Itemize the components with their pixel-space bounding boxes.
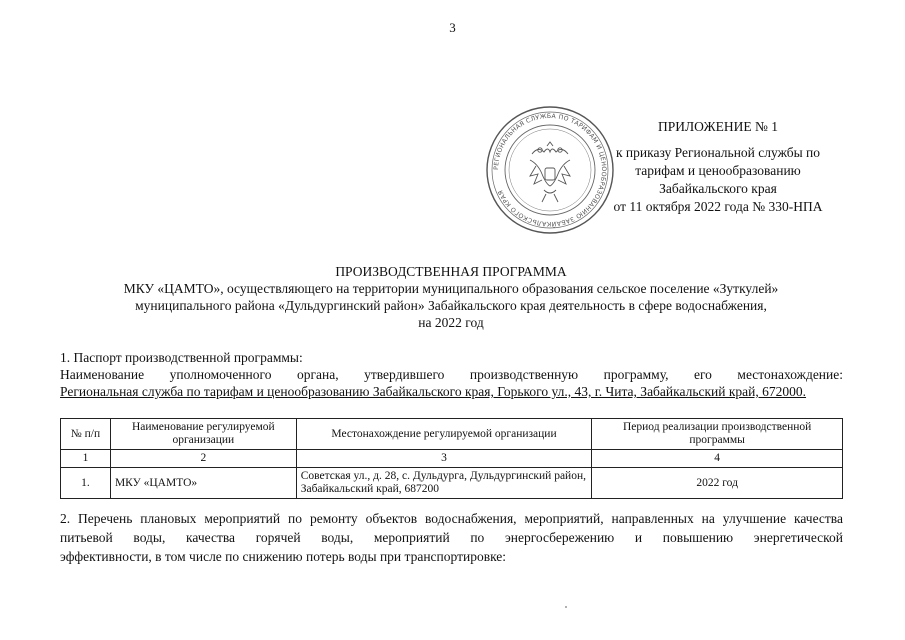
appendix-line: к приказу Региональной службы по — [615, 145, 821, 160]
appendix-line: Забайкальского края — [659, 181, 777, 196]
measures-text: 2. Перечень плановых мероприятий по ремонту объектов водоснабжения, мероприятий, направленных на улучшение качества питьевой воды, качества горячей воды, мероприятий по энергосбережению и повышению энергетической — [60, 511, 843, 545]
column-number: 4 — [592, 450, 843, 468]
program-subtitle-line: МКУ «ЦАМТО», осуществляющего на территории муниципального образования сельское поселение «Зуткулей» — [123, 281, 779, 296]
organization-name: МКУ «ЦАМТО» — [110, 468, 296, 499]
row-number: 1. — [61, 468, 111, 499]
seal-ring-text: РЕГИОНАЛЬНАЯ СЛУЖБА ПО ТАРИФАМ И ЦЕНООБРАЗОВАНИЮ ЗАБАЙКАЛЬСКОГО КРАЯ — [492, 112, 608, 228]
appendix-title: ПРИЛОЖЕНИЕ № 1 — [657, 119, 779, 134]
column-number: 3 — [296, 450, 592, 468]
table-column-number-row — [61, 450, 843, 468]
program-title: ПРОИЗВОДСТВЕННАЯ ПРОГРАММА — [335, 264, 567, 279]
passport-section — [60, 349, 843, 400]
table-row — [61, 468, 843, 499]
measures-section — [60, 509, 843, 566]
authority-value: Региональная служба по тарифам и ценообразованию Забайкальского края, Горького ул., 43, г. Чита, Забайкальский край, 672000. — [60, 384, 807, 399]
double-headed-eagle-icon — [530, 142, 570, 202]
passport-table — [60, 418, 843, 499]
authority-label: Наименование уполномоченного органа, утвердившего производственную программу, его местонахождение: — [60, 367, 843, 382]
measures-text-end: эффективности, в том числе по снижению потерь воды при транспортировке: — [60, 549, 507, 564]
appendix-line: тарифам и ценообразованию — [635, 163, 801, 178]
table-header-row — [61, 419, 843, 450]
official-seal-stamp — [484, 104, 616, 236]
appendix-line: от 11 октября 2022 года № 330-НПА — [613, 199, 823, 214]
program-period: 2022 год — [592, 468, 843, 499]
column-number: 1 — [61, 450, 111, 468]
section-heading: 1. Паспорт производственной программы: — [60, 350, 303, 365]
scan-artifact-dot — [565, 606, 567, 608]
program-subtitle-line: муниципального района «Дульдургинский район» Забайкальского края деятельность в сфере водоснабжения, — [135, 298, 767, 313]
table-header-cell: № п/п — [61, 419, 111, 450]
organization-address: Советская ул., д. 28, с. Дульдурга, Дульдургинский район, Забайкальский край, 687200 — [296, 468, 592, 499]
appendix-block — [598, 118, 838, 216]
program-subtitle-line: на 2022 год — [418, 315, 484, 330]
table-header-cell: Местонахождение регулируемой организации — [296, 419, 592, 450]
program-heading — [40, 263, 862, 331]
column-number: 2 — [110, 450, 296, 468]
page-number: 3 — [449, 20, 456, 35]
table-header-cell: Период реализации производственной программы — [592, 419, 843, 450]
table-header-cell: Наименование регулируемой организации — [110, 419, 296, 450]
